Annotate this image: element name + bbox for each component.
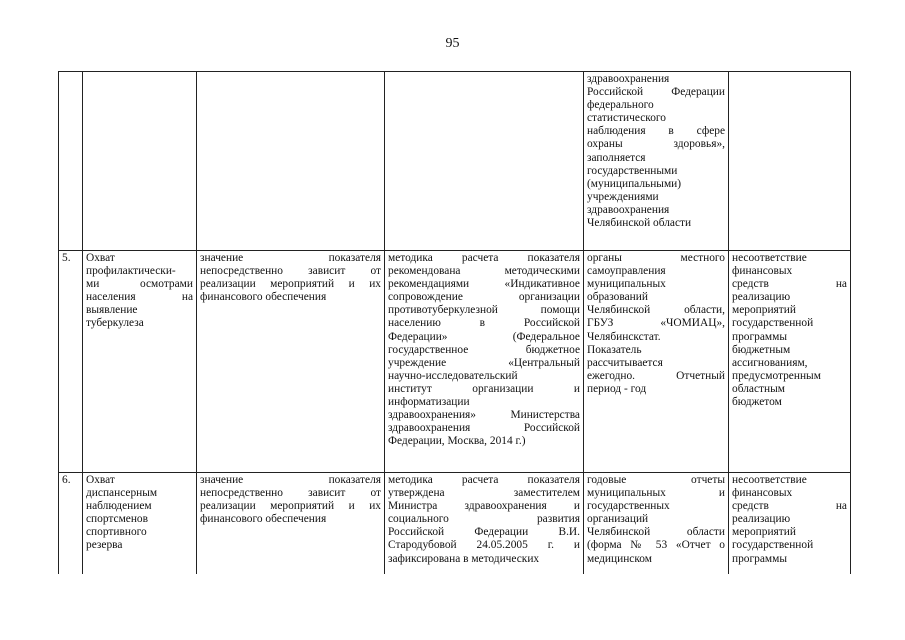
cell-text-line: образований <box>587 291 648 304</box>
cell-text-line: программы <box>732 552 787 565</box>
table-row <box>59 473 851 575</box>
cell-text-line: ежегодно. Отчетный <box>587 369 725 382</box>
cell-text-line: средств на <box>732 500 847 513</box>
cell-text-line: Челябинскстат. <box>587 330 661 343</box>
cell-text-line: (муниципальными) <box>587 177 682 190</box>
cell-text-line: туберкулеза <box>86 317 144 330</box>
cell-text-line: Российской Федерации В.И. <box>388 526 580 539</box>
cell-text-line: противотуберкулезной помощи <box>388 304 580 317</box>
row-number: 5. <box>59 251 83 473</box>
cell-text-line: государственное бюджетное <box>388 343 580 356</box>
table-row <box>59 251 851 473</box>
cell-text-line: наблюдением <box>86 500 152 513</box>
cell-text-line: реализации мероприятий и их <box>200 278 381 291</box>
cell-text-line: мероприятий <box>732 526 796 539</box>
cell-text-line: населению в Российской <box>388 317 580 330</box>
table-row <box>59 72 851 251</box>
cell-text-line: ассигнованиям, <box>732 356 808 369</box>
dependency-cell <box>197 72 385 251</box>
cell-text-line: здравоохранения <box>587 73 670 85</box>
cell-text-line: статистического <box>587 112 666 125</box>
cell-text-line: Показатель <box>587 343 642 356</box>
cell-text-line: выявление <box>86 304 138 317</box>
indicator-name-cell <box>83 72 197 251</box>
cell-text-line: органы местного <box>587 252 725 264</box>
cell-text-line: резерва <box>86 539 123 552</box>
data-source-cell <box>584 251 729 473</box>
cell-text-line: несоответствие <box>732 474 807 486</box>
cell-text-line: рассчитывается <box>587 356 663 369</box>
cell-text-line: муниципальных <box>587 278 666 291</box>
cell-text-line: социального развития <box>388 513 580 526</box>
cell-text-line: период - год <box>587 382 647 395</box>
cell-text-line: государственной <box>732 317 814 330</box>
cell-text-line: программы <box>732 330 787 343</box>
cell-text-line: финансовых <box>732 487 793 500</box>
cell-text-line: бюджетом <box>732 396 782 409</box>
cell-text-line: предусмотренным <box>732 369 821 382</box>
cell-text-line: финансовых <box>732 265 793 278</box>
cell-text-line: Стародубовой 24.05.2005 г. и <box>388 539 580 552</box>
cell-text-line: финансового обеспечения <box>200 513 327 526</box>
cell-text-line: спортивного <box>86 526 147 539</box>
cell-text-line: годовые отчеты <box>587 474 725 486</box>
cell-text-line: федерального <box>587 99 654 112</box>
cell-text-line: реализацию <box>732 291 791 304</box>
cell-text-line: самоуправления <box>587 265 666 278</box>
cell-text-line: муниципальных и <box>587 487 725 500</box>
cell-text-line: медицинском <box>587 552 652 565</box>
cell-text-line: Челябинской области <box>587 526 725 539</box>
cell-text-line: диспансерным <box>86 487 158 500</box>
cell-text-line: ми осмотрами <box>86 278 193 291</box>
cell-text-line: профилактически- <box>86 265 176 278</box>
cell-text-line: рекомендациями «Индикативное <box>388 278 580 291</box>
cell-text-line: мероприятий <box>732 304 796 317</box>
cell-text-line: наблюдения в сфере <box>587 125 725 138</box>
cell-text-line: информатизации <box>388 396 470 409</box>
cell-text-line: рекомендована методическими <box>388 265 580 278</box>
cell-text-line: Российской Федерации <box>587 86 725 99</box>
cell-text-line: непосредственно зависит от <box>200 265 381 278</box>
cell-text-line: сопровождение организации <box>388 291 580 304</box>
cell-text-line: здравоохранения Российской <box>388 422 580 435</box>
cell-text-line: зафиксирована в методических <box>388 552 540 565</box>
cell-text-line: спортсменов <box>86 513 148 526</box>
page-number: 95 <box>445 36 460 51</box>
cell-text-line: Министра здравоохранения и <box>388 500 580 513</box>
cell-text-line: методика расчета показателя <box>388 252 580 264</box>
cell-text-line: методика расчета показателя <box>388 474 580 486</box>
cell-text-line: заполняется <box>587 151 646 164</box>
cell-text-line: ГБУЗ «ЧОМИАЦ», <box>587 317 725 330</box>
methodology-cell <box>385 473 584 575</box>
cell-text-line: здравоохранения» Министерства <box>388 409 580 422</box>
cell-text-line: утверждена заместителем <box>388 487 580 500</box>
cell-text-line: государственными <box>587 164 678 177</box>
cell-text-line: учреждение «Центральный <box>388 356 580 369</box>
data-source-cell <box>584 473 729 575</box>
cell-text-line: Федерации» (Федеральное <box>388 330 580 343</box>
cell-text-line: Федерации, Москва, 2014 г.) <box>388 435 526 448</box>
cell-text-line: учреждениями <box>587 190 659 203</box>
data-source-cell <box>584 72 729 251</box>
cell-text-line: областным <box>732 382 785 395</box>
risk-cell <box>729 72 851 251</box>
cell-text-line: значение показателя <box>200 252 381 264</box>
cell-text-line: финансового обеспечения <box>200 291 327 304</box>
cell-text-line: (форма № 53 «Отчет о <box>587 539 725 552</box>
cell-text-line: реализацию <box>732 513 791 526</box>
methodology-cell <box>385 72 584 251</box>
cell-text-line: бюджетным <box>732 343 791 356</box>
dependency-cell <box>197 473 385 575</box>
indicator-table <box>58 71 851 574</box>
cell-text-line: несоответствие <box>732 252 807 264</box>
risk-cell <box>729 473 851 575</box>
row-number: 6. <box>59 473 83 575</box>
cell-text-line: организаций <box>587 513 649 526</box>
cell-text-line: значение показателя <box>200 474 381 486</box>
cell-text-line: Челябинской области <box>587 217 692 230</box>
cell-text-line: научно-исследовательский <box>388 369 518 382</box>
cell-text-line: Челябинской области, <box>587 304 725 317</box>
cell-text-line: государственных <box>587 500 670 513</box>
row-number <box>59 72 83 251</box>
cell-text-line: средств на <box>732 278 847 291</box>
indicator-name-cell <box>83 251 197 473</box>
cell-text-line: непосредственно зависит от <box>200 487 381 500</box>
risk-cell <box>729 251 851 473</box>
cell-text-line: государственной <box>732 539 814 552</box>
cell-text-line: институт организации и <box>388 382 580 395</box>
cell-text-line: реализации мероприятий и их <box>200 500 381 513</box>
indicator-name-cell <box>83 473 197 575</box>
cell-text-line: здравоохранения <box>587 203 670 216</box>
cell-text-line: Охват <box>86 474 115 486</box>
cell-text-line: охраны здоровья», <box>587 138 725 151</box>
dependency-cell <box>197 251 385 473</box>
methodology-cell <box>385 251 584 473</box>
cell-text-line: Охват <box>86 252 115 264</box>
cell-text-line: населения на <box>86 291 193 304</box>
